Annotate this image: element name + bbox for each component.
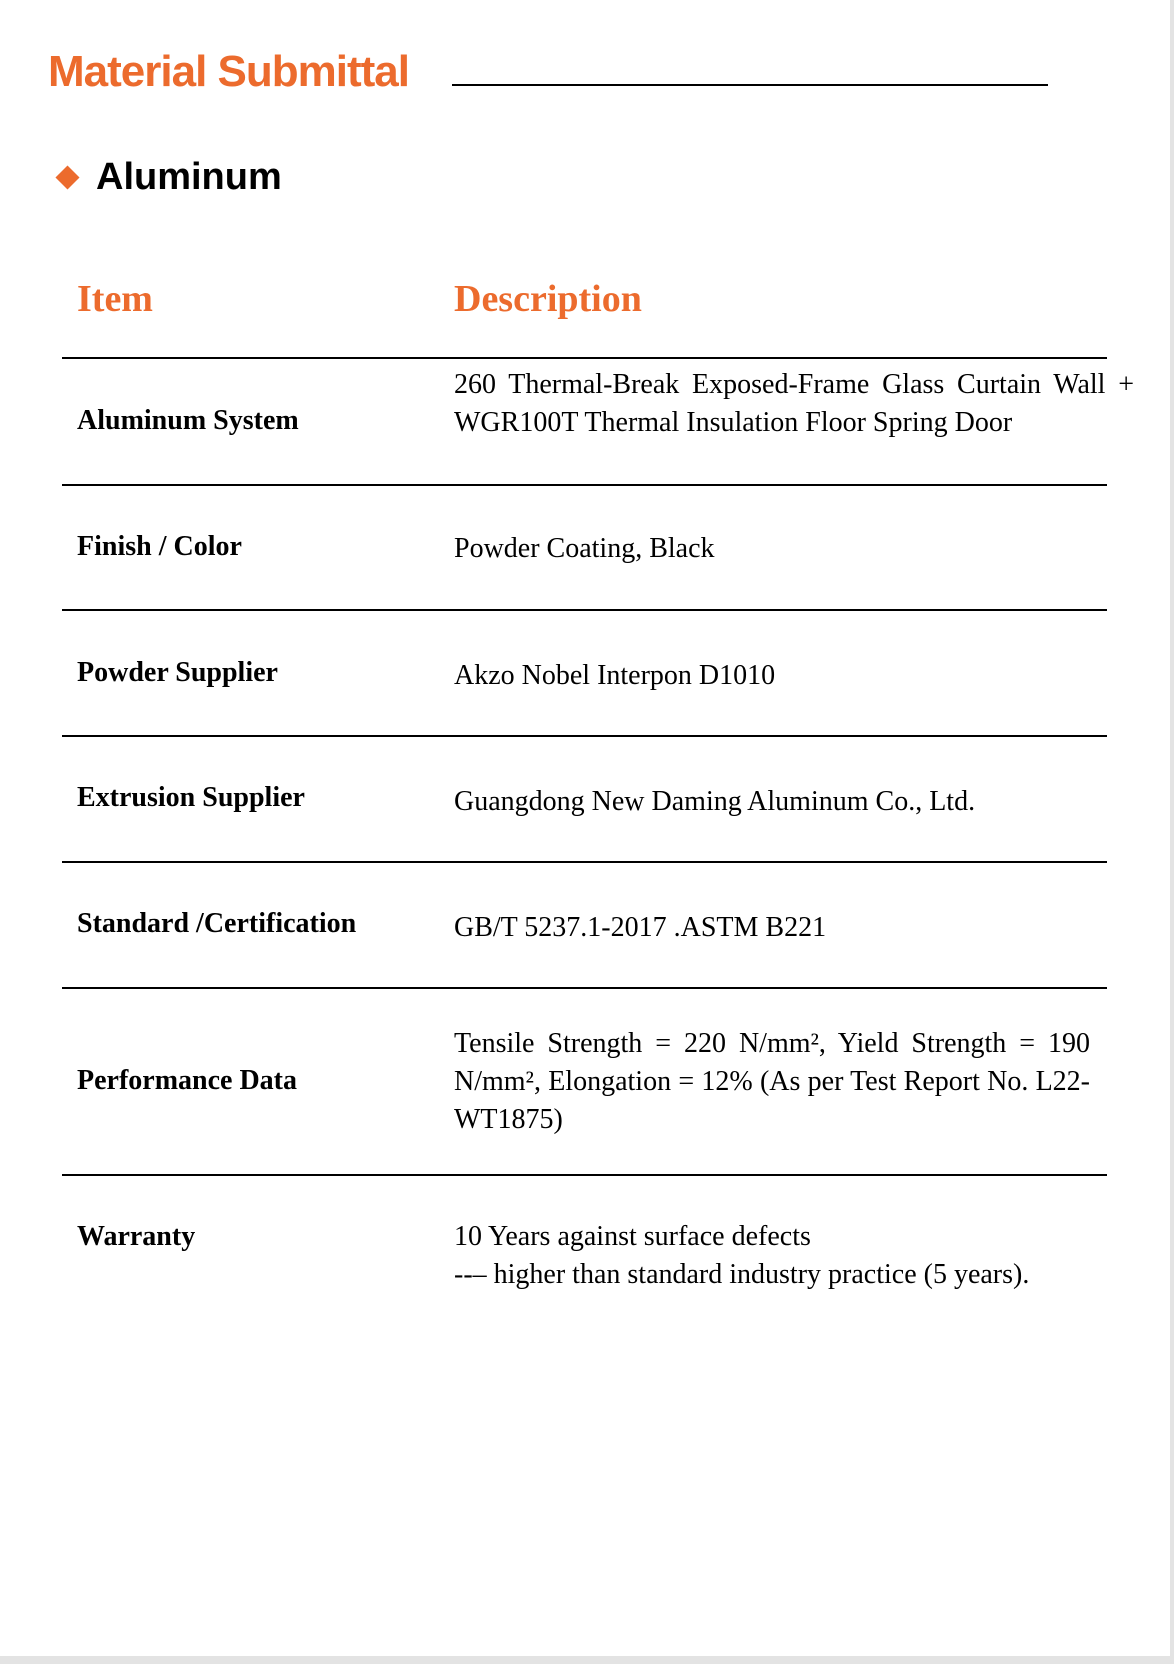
- table-divider: [62, 609, 1107, 611]
- column-header-item: Item: [77, 278, 153, 320]
- row-label-finish-color: Finish / Color: [77, 531, 242, 562]
- row-label-aluminum-system: Aluminum System: [77, 405, 299, 436]
- row-description-extrusion-supplier: Guangdong New Daming Aluminum Co., Ltd.: [454, 786, 976, 817]
- table-divider: [62, 484, 1107, 486]
- row-description-finish-color: Powder Coating, Black: [454, 533, 715, 564]
- warranty-line: --– higher than standard industry practice (5 years).: [454, 1259, 1030, 1290]
- row-description-aluminum-system: 260 Thermal-Break Exposed-Frame Glass Curtain Wall + WGR100T Thermal Insulation Floor Spring Door: [454, 369, 1134, 438]
- page-title: Material Submittal: [48, 47, 409, 96]
- section-title: Aluminum: [96, 156, 282, 198]
- page-edge: [1170, 0, 1174, 1664]
- row-description-warranty: [454, 1218, 1090, 1294]
- row-description-powder-supplier: Akzo Nobel Interpon D1010: [454, 660, 776, 691]
- table-divider: [62, 987, 1107, 989]
- row-description-standard-certification: GB/T 5237.1-2017 .ASTM B221: [454, 912, 827, 943]
- row-label-extrusion-supplier: Extrusion Supplier: [77, 782, 305, 813]
- row-label-standard-certification: Standard /Certification: [77, 908, 357, 939]
- row-label-performance-data: Performance Data: [77, 1065, 298, 1096]
- warranty-line: 10 Years against surface defects: [454, 1221, 811, 1252]
- row-label-powder-supplier: Powder Supplier: [77, 657, 278, 688]
- page-edge: [0, 1656, 1174, 1664]
- table-divider: [62, 861, 1107, 863]
- column-header-description: Description: [454, 278, 642, 320]
- table-divider: [62, 1174, 1107, 1176]
- diamond-icon: [55, 165, 79, 189]
- table-divider: [62, 357, 1107, 359]
- table-divider: [62, 735, 1107, 737]
- row-label-warranty: Warranty: [77, 1221, 196, 1252]
- title-divider: [452, 84, 1048, 86]
- row-description-performance-data: Tensile Strength = 220 N/mm², Yield Strength = 190 N/mm², Elongation = 12% (As per Test Report No. L22-WT1875): [454, 1028, 1090, 1135]
